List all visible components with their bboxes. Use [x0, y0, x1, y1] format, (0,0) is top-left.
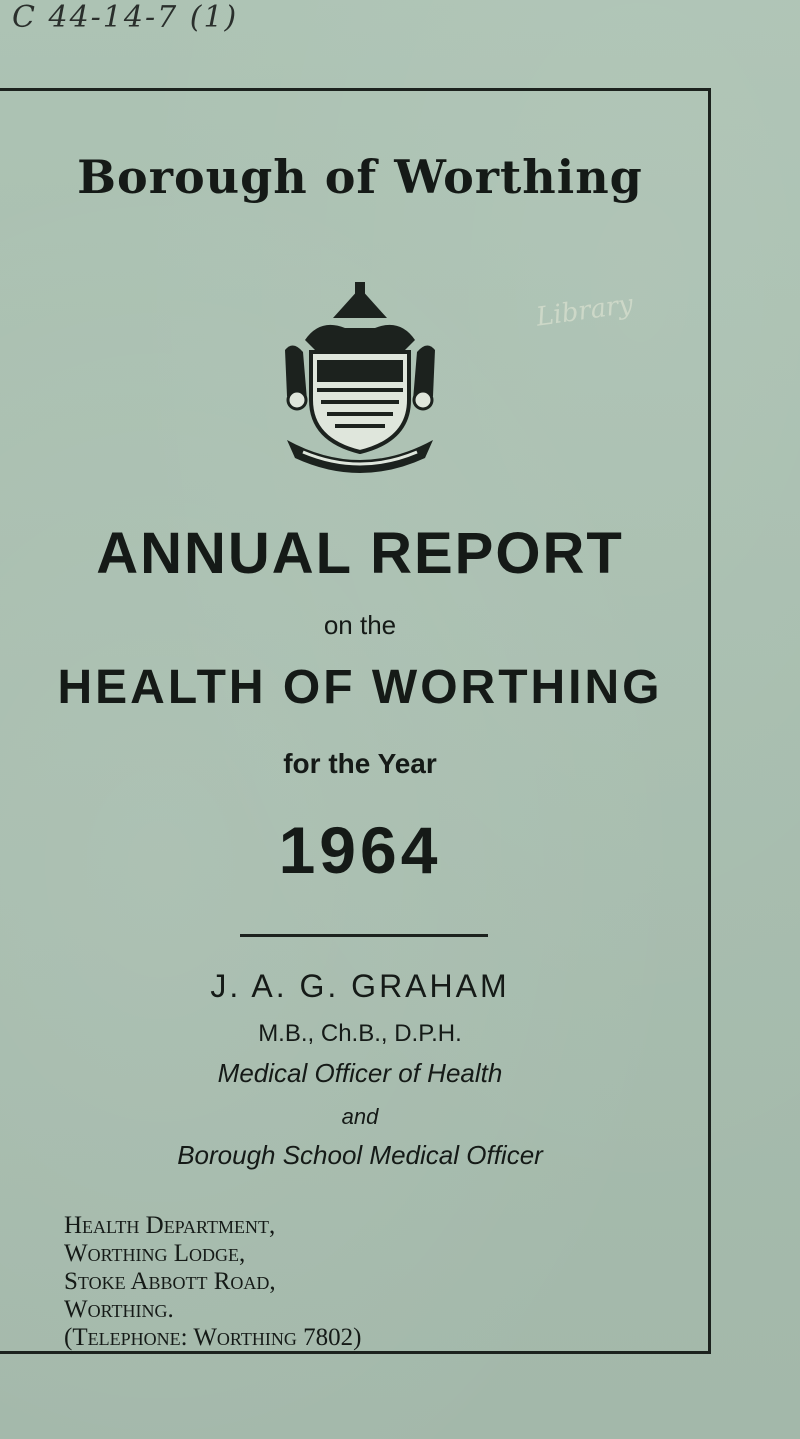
address-block: [64, 1212, 361, 1352]
borough-crest-icon: [275, 280, 445, 480]
address-line: Worthing.: [64, 1296, 174, 1323]
on-the-text: on the: [323, 610, 397, 640]
for-the-year-text: for the Year: [283, 748, 437, 779]
report-subject: HEALTH OF WORTHING: [57, 661, 663, 714]
handwritten-reference: C 44-14-7 (1): [12, 0, 239, 35]
library-stamp: Library: [534, 289, 635, 333]
author-role-secondary: Borough School Medical Officer: [177, 1140, 543, 1170]
report-title: ANNUAL REPORT: [96, 521, 624, 586]
author-conjunction: and: [341, 1104, 379, 1129]
address-line: (Telephone: Worthing 7802): [64, 1324, 362, 1351]
author-name: J. A. G. GRAHAM: [210, 968, 510, 1004]
report-year: 1964: [278, 813, 442, 887]
address-line: Worthing Lodge,: [64, 1240, 246, 1267]
address-line: Health Department,: [64, 1212, 276, 1239]
author-role: Medical Officer of Health: [217, 1058, 503, 1088]
address-line: Stoke Abbott Road,: [64, 1268, 276, 1295]
borough-title: Borough of Worthing: [77, 150, 643, 204]
author-qualifications: M.B., Ch.B., D.P.H.: [258, 1020, 462, 1047]
divider-rule: [240, 934, 488, 937]
